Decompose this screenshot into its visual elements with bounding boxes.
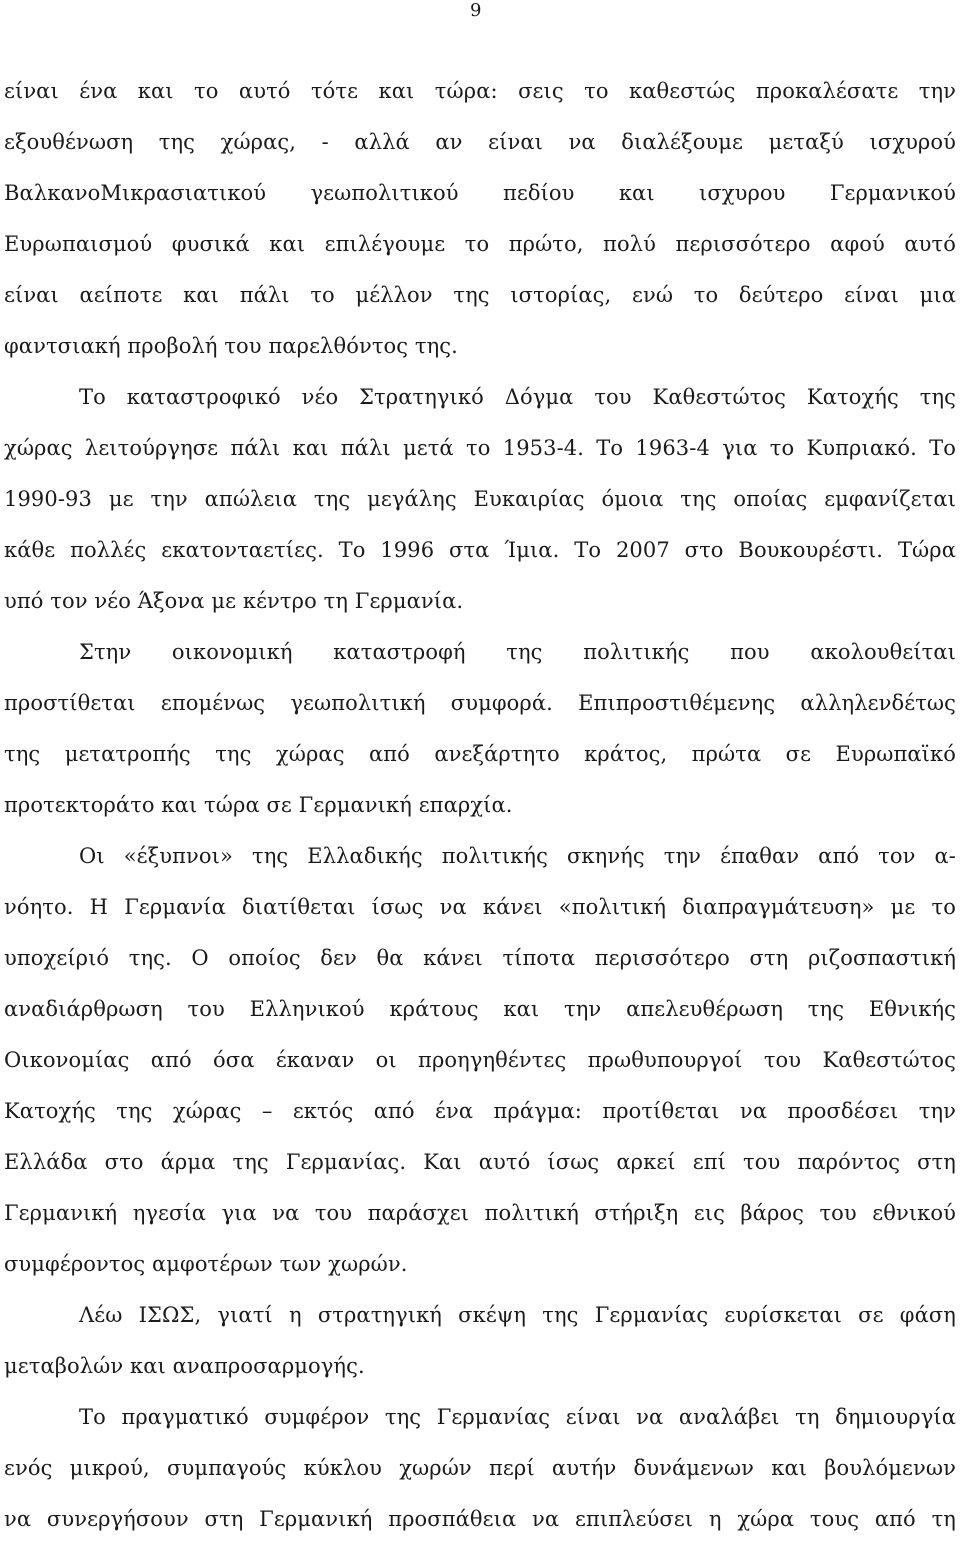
text-line: να συνεργήσουν στη Γερμανική προσπάθεια να επιπλεύσει η χώρα τους από τη [4, 1507, 956, 1531]
text-line: νόητο. Η Γερμανία διατίθεται ίσως να κάνει «πολιτική διαπραγμάτευση» με το [4, 895, 956, 919]
text-line: Γερμανική ηγεσία για να του παράσχει πολιτική στήριξη εις βάρος του εθνικού [4, 1201, 956, 1225]
text-line: υπό τον νέο Άξονα με κέντρο τη Γερμανία. [4, 589, 464, 613]
text-line: Οι «έξυπνοι» της Ελλαδικής πολιτικής σκηνής την έπαθαν από τον α- [79, 844, 956, 868]
text-line: είναι αείποτε και πάλι το μέλλον της ιστορίας, ενώ το δεύτερο είναι μια [4, 283, 956, 307]
document-body [4, 66, 956, 1545]
text-line: χώρας λειτούργησε πάλι και πάλι μετά το 1953-4. Το 1963-4 για το Κυπριακό. Το [4, 436, 956, 460]
text-line: Στην οικονομική καταστροφή της πολιτικής που ακολουθείται [79, 640, 956, 664]
text-line: ενός μικρού, συμπαγούς κύκλου χωρών περί αυτήν δυνάμενων και βουλόμενων [4, 1456, 956, 1480]
text-line: Ελλάδα στο άρμα της Γερμανίας. Και αυτό ίσως αρκεί επί του παρόντος στη [4, 1150, 956, 1174]
text-line: της μετατροπής της χώρας από ανεξάρτητο κράτος, πρώτα σε Ευρωπαϊκό [4, 742, 956, 766]
text-line: Οικονομίας από όσα έκαναν οι προηγηθέντες πρωθυπουργοί του Καθεστώτος [4, 1048, 956, 1072]
text-line: 1990-93 με την απώλεια της μεγάλης Ευκαιρίας όμοια της οποίας εμφανίζεται [4, 487, 956, 511]
text-line: κάθε πολλές εκατονταετίες. Το 1996 στα Ίμια. Το 2007 στο Βουκουρέστι. Τώρα [4, 538, 956, 562]
text-line: προστίθεται επομένως γεωπολιτική συμφορά. Επιπροστιθέμενης αλληλενδέτως [4, 691, 956, 715]
text-line: μεταβολών και αναπροσαρμογής. [4, 1354, 365, 1378]
text-line: αναδιάρθρωση του Ελληνικού κράτους και την απελευθέρωση της Εθνικής [4, 997, 956, 1021]
text-line: Το πραγματικό συμφέρον της Γερμανίας είναι να αναλάβει τη δημιουργία [79, 1405, 956, 1429]
text-line: είναι ένα και το αυτό τότε και τώρα: σεις το καθεστώς προκαλέσατε την [4, 79, 956, 103]
text-line: Ευρωπαισμού φυσικά και επιλέγουμε το πρώτο, πολύ περισσότερο αφού αυτό [4, 232, 956, 256]
text-line: Κατοχής της χώρας – εκτός από ένα πράγμα: προτίθεται να προσδέσει την [4, 1099, 956, 1123]
text-line: Λέω ΙΣΩΣ, γιατί η στρατηγική σκέψη της Γερμανίας ευρίσκεται σε φάση [79, 1303, 956, 1327]
text-line: προτεκτοράτο και τώρα σε Γερμανική επαρχία. [4, 793, 513, 817]
text-line: εξουθένωση της χώρας, - αλλά αν είναι να διαλέξουμε μεταξύ ισχυρού [4, 130, 956, 154]
text-line: φαντσιακή προβολή του παρελθόντος της. [4, 334, 458, 358]
text-line: Το καταστροφικό νέο Στρατηγικό Δόγμα του Καθεστώτος Κατοχής της [79, 385, 956, 409]
text-line: συμφέροντος αμφοτέρων των χωρών. [4, 1252, 408, 1276]
page-number: 9 [470, 0, 482, 21]
text-line: υποχείριό της. Ο οποίος δεν θα κάνει τίποτα περισσότερο στη ριζοσπαστική [4, 946, 956, 970]
text-line: ΒαλκανοΜικρασιατικού γεωπολιτικού πεδίου και ισχυρου Γερμανικού [4, 181, 956, 205]
